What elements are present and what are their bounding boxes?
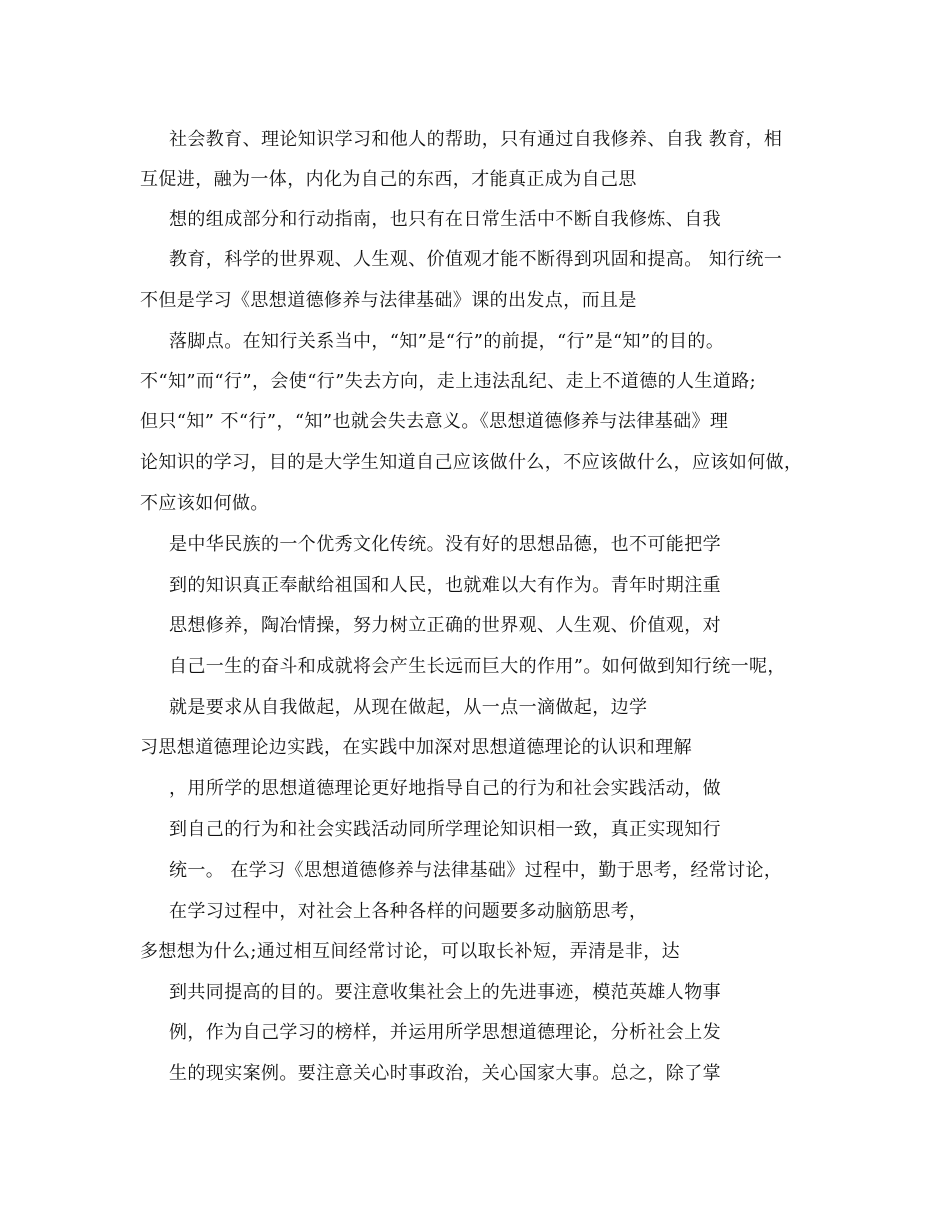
text-line: 想的组成部分和行动指南，也只有在日常生活中不断自我修炼、自我 [169, 209, 721, 230]
text-line: 思想修养，陶冶情操，努力树立正确的世界观、人生观、价值观，对 [169, 615, 721, 636]
text-line: ，用所学的思想道德理论更好地指导自己的行为和社会实践活动，做 [169, 778, 721, 799]
text-line: 生的现实案例。要注意关心时事政治，关心国家大事。总之，除了掌 [169, 1063, 721, 1084]
text-line: 例，作为自己学习的榜样，并运用所学思想道德理论，分析社会上发 [169, 1022, 721, 1043]
text-line: 教育，科学的世界观、人生观、价值观才能不断得到巩固和提高。 知行统一 [169, 249, 783, 270]
text-line: 自己一生的奋斗和成就将会产生长远而巨大的作用”。如何做到知行统一呢， [169, 656, 786, 677]
text-line: 落脚点。在知行关系当中，“知”是“行”的前提，“行”是“知”的目的。 [169, 331, 725, 352]
text-line: 就是要求从自我做起，从现在做起，从一点一滴做起，边学 [169, 697, 648, 718]
text-line: 不但是学习《思想道德修养与法律基础》课的出发点，而且是 [140, 290, 637, 311]
text-line: 多想想为什么;通过相互间经常讨论，可以取长补短，弄清是非，达 [140, 941, 681, 962]
text-line: 到的知识真正奉献给祖国和人民，也就难以大有作为。青年时期注重 [169, 575, 721, 596]
text-line: 社会教育、理论知识学习和他人的帮助，只有通过自我修养、自我 教育，相 [169, 129, 783, 150]
text-line: 是中华民族的一个优秀文化传统。没有好的思想品德，也不可能把学 [169, 534, 721, 555]
text-line: 不应该如何做。 [140, 493, 269, 514]
text-line: 但只“知” 不“行”，“知”也就会失去意义。《思想道德修养与法律基础》理 [140, 411, 729, 432]
text-line: 到共同提高的目的。要注意收集社会上的先进事迹，模范英雄人物事 [169, 982, 721, 1003]
text-line: 习思想道德理论边实践，在实践中加深对思想道德理论的认识和理解 [140, 737, 692, 758]
text-line: 互促进，融为一体，内化为自己的东西，才能真正成为自己思 [140, 169, 637, 190]
text-line: 在学习过程中，对社会上各种各样的问题要多动脑筋思考， [169, 901, 648, 922]
text-line: 到自己的行为和社会实践活动同所学理论知识相一致，真正实现知行 [169, 819, 721, 840]
text-line: 论知识的学习，目的是大学生知道自己应该做什么，不应该做什么，应该如何做， [140, 452, 803, 473]
text-line: 统一。 在学习《思想道德修养与法律基础》过程中，勤于思考，经常讨论， [169, 860, 783, 881]
text-line: 不“知”而“行”，会使“行”失去方向，走上违法乱纪、走上不道德的人生道路; [140, 371, 757, 392]
